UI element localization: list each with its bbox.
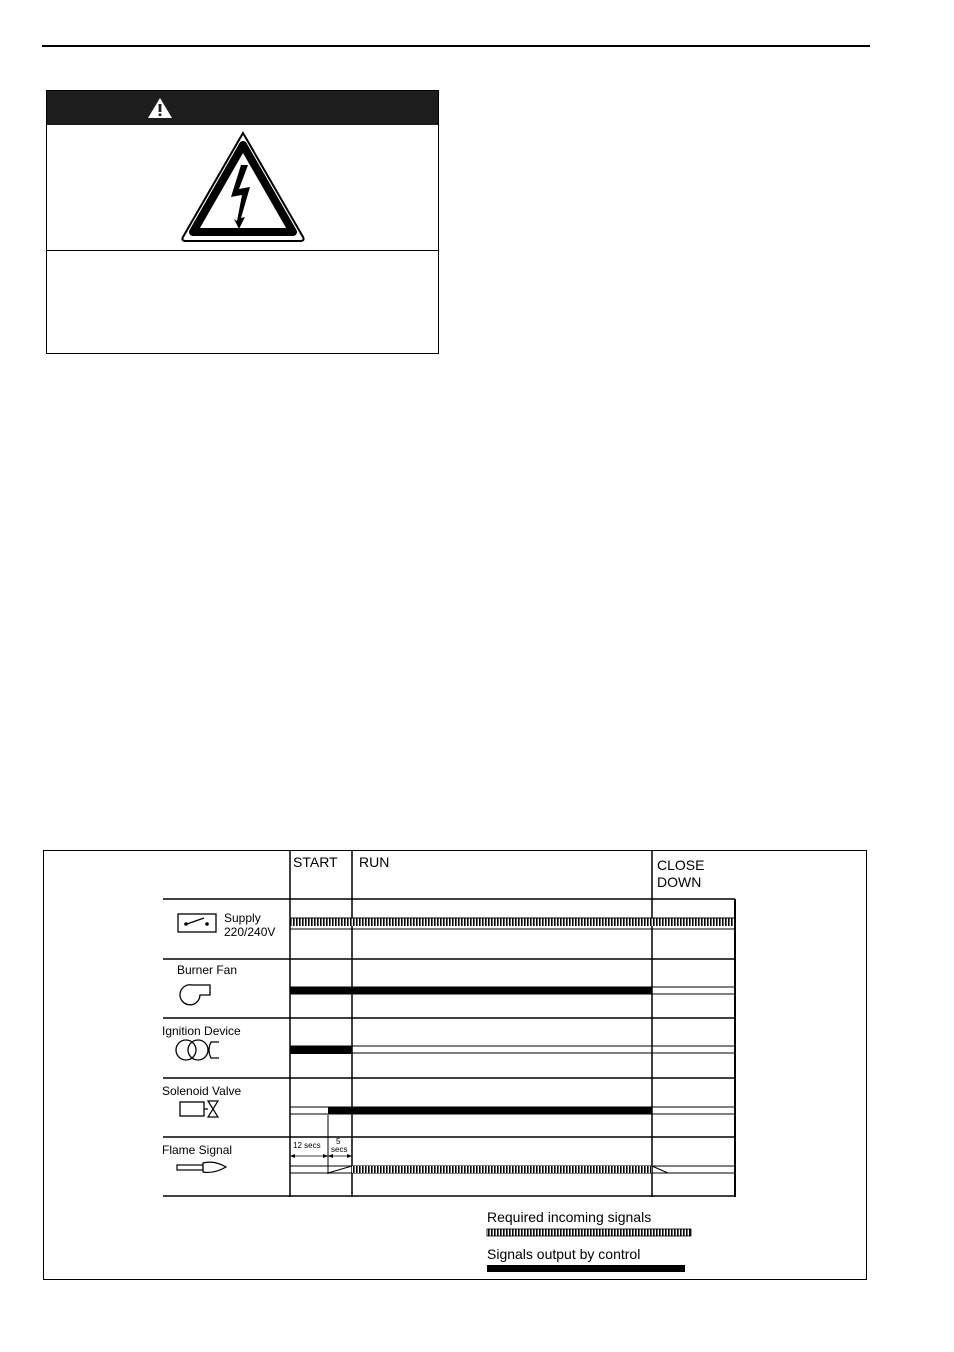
signal-solenoid-output: [328, 1107, 652, 1114]
ignition-duration-line1: 5: [336, 1137, 341, 1146]
timing-diagram: [44, 851, 868, 1281]
phase-close-down-line1: CLOSE: [657, 857, 705, 873]
ignition-duration-line2: secs: [331, 1145, 348, 1154]
row-label-line1: Solenoid Valve: [162, 1084, 242, 1098]
row-ignition-device: [162, 1024, 735, 1060]
top-rule: [42, 45, 870, 47]
ignition-transformer-icon: [176, 1040, 219, 1060]
solenoid-valve-icon: [180, 1101, 218, 1117]
row-label-line2: 220/240V: [224, 925, 276, 939]
signal-flame-incoming: [352, 1166, 652, 1173]
timing-diagram-frame: [43, 850, 867, 1280]
row-flame-signal: [162, 1115, 735, 1174]
warning-box: [46, 90, 439, 354]
phase-run: RUN: [359, 854, 390, 870]
signal-supply-incoming: [290, 918, 735, 926]
phase-start: START: [293, 854, 338, 870]
legend-incoming-swatch: [487, 1229, 691, 1236]
switch-icon: [178, 914, 216, 932]
row-label-line1: Ignition Device: [162, 1024, 241, 1038]
row-solenoid-valve: [162, 1084, 735, 1117]
legend: [487, 1209, 691, 1272]
row-label-line1: Burner Fan: [177, 963, 238, 977]
legend-incoming-label: Required incoming signals: [487, 1209, 652, 1225]
phase-close-down-line2: DOWN: [657, 874, 702, 890]
signal-burner-fan-output: [290, 987, 652, 994]
electric-shock-icon: [179, 129, 307, 250]
pre-purge-duration: 12 secs: [293, 1141, 321, 1150]
legend-output-swatch: [487, 1265, 685, 1272]
legend-output-label: Signals output by control: [487, 1246, 641, 1262]
fan-icon: [180, 985, 210, 1005]
flame-probe-icon: [177, 1162, 226, 1172]
warning-triangle-icon: [147, 97, 173, 119]
signal-ignition-output: [290, 1046, 352, 1054]
warning-divider: [47, 250, 438, 251]
row-label-line1: Supply: [224, 911, 261, 925]
row-label-line1: Flame Signal: [162, 1143, 233, 1157]
warning-header: [47, 91, 438, 125]
